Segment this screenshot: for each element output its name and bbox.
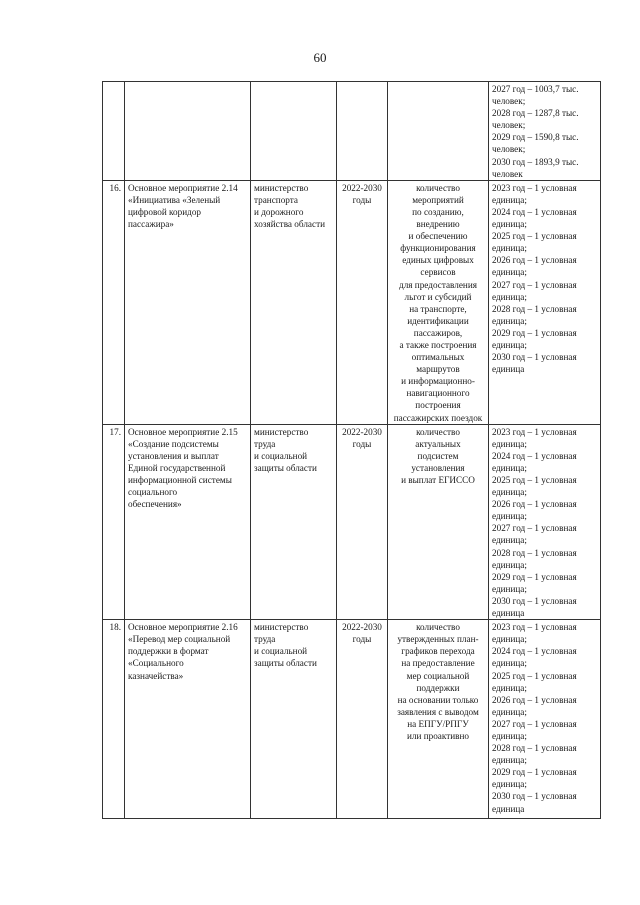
- indicator-values-line: 2026 год – 1 условная: [492, 255, 577, 266]
- measure-name-line: поддержки в формат: [128, 646, 209, 657]
- executor-line: хозяйства области: [254, 219, 326, 230]
- indicator-values-line: единица;: [492, 339, 527, 350]
- indicator-line: количество: [416, 182, 460, 193]
- indicator-values-line: 2029 год – 1 условная: [492, 571, 577, 582]
- measure-name-line: Основное мероприятие 2.16: [128, 622, 238, 633]
- executor-line: защиты области: [254, 658, 317, 669]
- table-row: [103, 180, 601, 424]
- measure-name-cell: [125, 620, 251, 819]
- indicator-line: актуальных: [415, 438, 461, 449]
- indicator-values-line: 2025 год – 1 условная: [492, 670, 577, 681]
- indicator-values-line: единица;: [492, 315, 527, 326]
- indicator-values-line: единица;: [492, 559, 527, 570]
- indicator-line: построения: [415, 400, 461, 411]
- implementation-period-line: годы: [352, 634, 372, 645]
- indicator-line: сервисов: [420, 267, 456, 278]
- indicator-values-cell: [489, 82, 601, 181]
- indicator-values-line: единица: [492, 803, 525, 814]
- indicator-values-cell: [489, 424, 601, 620]
- indicator-values-line: 2025 год – 1 условная: [492, 231, 577, 242]
- indicator-line: льгот и субсидий: [404, 291, 472, 302]
- executor-line: труда: [254, 438, 276, 449]
- indicator-line: количество: [416, 426, 460, 437]
- measure-name-line: Основное мероприятие 2.15: [128, 426, 238, 437]
- executor-line: министерство: [254, 182, 309, 193]
- indicator-values-line: 2028 год – 1287,8 тыс.: [492, 108, 579, 119]
- executor-line: труда: [254, 634, 276, 645]
- indicator-values-line: единица;: [492, 462, 527, 473]
- indicator-values-line: единица;: [492, 682, 527, 693]
- indicator-line: установления: [411, 462, 465, 473]
- indicator-line: по созданию,: [412, 206, 464, 217]
- executor-cell: [251, 424, 337, 620]
- indicator-cell: [388, 424, 489, 620]
- indicator-values-line: единица;: [492, 511, 527, 522]
- measure-name-line: цифровой коридор: [128, 206, 202, 217]
- indicator-values-line: 2025 год – 1 условная: [492, 475, 577, 485]
- indicator-values-line: 2027 год – 1 условная: [492, 718, 577, 729]
- implementation-period-line: годы: [352, 438, 372, 449]
- measure-name-line: «Создание подсистемы: [128, 438, 219, 449]
- indicator-line: мер социальной: [406, 670, 470, 681]
- indicator-line: и выплат ЕГИССО: [401, 475, 475, 485]
- indicator-line: для предоставления: [399, 279, 477, 290]
- measure-name-line: социального: [128, 487, 178, 498]
- executor-cell: [251, 82, 337, 181]
- indicator-line: количество: [416, 622, 460, 633]
- indicator-line: идентификации: [407, 315, 469, 326]
- measure-name-cell: [125, 180, 251, 424]
- executor-line: министерство: [254, 426, 309, 437]
- indicator-values-line: 2028 год – 1 условная: [492, 743, 577, 754]
- indicator-values-line: единица;: [492, 658, 527, 669]
- indicator-values-line: 2024 год – 1 условная: [492, 450, 577, 461]
- indicator-values-line: единица;: [492, 194, 527, 205]
- page-number: 60: [313, 50, 327, 65]
- executor-line: транспорта: [254, 194, 298, 205]
- row-number-cell: 17.: [103, 424, 125, 620]
- program-table-body: [103, 82, 601, 819]
- indicator-line: маршрутов: [416, 364, 460, 375]
- indicator-values-line: единица;: [492, 291, 527, 302]
- indicator-line: пассажиров,: [413, 327, 463, 338]
- measure-name-line: «Социального: [128, 658, 184, 669]
- indicator-cell: [388, 620, 489, 819]
- table-row: [103, 82, 601, 181]
- measure-name-line: Основное мероприятие 2.14: [128, 182, 238, 193]
- indicator-values-line: 2028 год – 1 условная: [492, 547, 577, 558]
- executor-cell: [251, 180, 337, 424]
- indicator-values-line: единица;: [492, 243, 527, 254]
- indicator-values-line: 2024 год – 1 условная: [492, 646, 577, 657]
- indicator-values-line: 2029 год – 1 условная: [492, 327, 577, 338]
- executor-line: защиты области: [254, 462, 317, 473]
- measure-name-line: казначейства»: [128, 670, 184, 681]
- measure-name-cell: [125, 424, 251, 620]
- implementation-period-line: годы: [352, 194, 372, 205]
- indicator-values-line: 2030 год – 1 условная: [492, 352, 577, 363]
- indicator-values-line: 2027 год – 1003,7 тыс.: [492, 84, 579, 94]
- table-row: [103, 620, 601, 819]
- indicator-cell: [388, 82, 489, 181]
- indicator-line: заявления с выводом: [397, 706, 479, 717]
- indicator-values-line: единица;: [492, 583, 527, 594]
- program-table: [102, 81, 601, 819]
- row-number-cell: [103, 82, 125, 181]
- indicator-values-line: 2029 год – 1590,8 тыс.: [492, 132, 579, 143]
- indicator-values-line: единица;: [492, 219, 527, 230]
- indicator-values-line: 2028 год – 1 условная: [492, 303, 577, 314]
- indicator-values-line: единица;: [492, 730, 527, 741]
- indicator-cell: [388, 180, 489, 424]
- row-number-cell: 16.: [103, 180, 125, 424]
- indicator-values-line: единица;: [492, 779, 527, 790]
- implementation-period-cell: [337, 424, 388, 620]
- indicator-values-line: человек;: [492, 120, 526, 131]
- indicator-values-line: 2030 год – 1 условная: [492, 791, 577, 802]
- indicator-line: или проактивно: [406, 730, 470, 741]
- executor-cell: [251, 620, 337, 819]
- indicator-values-line: 2030 год – 1893,9 тыс.: [492, 156, 579, 167]
- indicator-line: утвержденных план-: [397, 634, 479, 645]
- implementation-period-line: 2022-2030: [342, 426, 382, 437]
- indicator-values-line: единица;: [492, 706, 527, 717]
- indicator-values-cell: [489, 180, 601, 424]
- indicator-values-line: 2023 год – 1 условная: [492, 182, 577, 193]
- executor-line: министерство: [254, 622, 309, 633]
- executor-line: и социальной: [254, 646, 308, 657]
- indicator-line: подсистем: [417, 450, 459, 461]
- indicator-values-line: 2030 год – 1 условная: [492, 595, 577, 606]
- indicator-values-line: 2023 год – 1 условная: [492, 426, 577, 437]
- executor-line: и социальной: [254, 450, 308, 461]
- measure-name-line: информационной системы: [128, 475, 232, 485]
- indicator-values-line: 2026 год – 1 условная: [492, 499, 577, 510]
- indicator-values-line: человек;: [492, 144, 526, 155]
- measure-name-line: пассажира»: [128, 219, 174, 230]
- indicator-line: на транспорте,: [409, 303, 467, 314]
- indicator-line: поддержки: [416, 682, 460, 693]
- measure-name-cell: [125, 82, 251, 181]
- indicator-values-line: 2027 год – 1 условная: [492, 523, 577, 534]
- measure-name-line: Единой государственной: [128, 462, 226, 473]
- measure-name-line: обеспечения»: [128, 499, 182, 510]
- indicator-values-line: единица: [492, 608, 525, 619]
- indicator-line: на основании только: [397, 694, 479, 705]
- indicator-values-line: единица;: [492, 267, 527, 278]
- implementation-period-cell: [337, 82, 388, 181]
- indicator-values-line: 2029 год – 1 условная: [492, 767, 577, 778]
- indicator-line: внедрению: [416, 219, 460, 230]
- indicator-line: графиков перехода: [401, 646, 475, 657]
- indicator-values-line: 2026 год – 1 условная: [492, 694, 577, 705]
- indicator-values-line: 2023 год – 1 условная: [492, 622, 577, 633]
- indicator-line: пассажирских поездок: [393, 412, 483, 423]
- indicator-values-line: 2024 год – 1 условная: [492, 206, 577, 217]
- indicator-line: на предоставление: [401, 658, 475, 669]
- measure-name-line: «Инициатива «Зеленый: [128, 194, 221, 205]
- measure-name-line: «Перевод мер социальной: [128, 634, 231, 645]
- indicator-values-line: 2027 год – 1 условная: [492, 279, 577, 290]
- executor-line: и дорожного: [254, 206, 304, 217]
- implementation-period-line: 2022-2030: [342, 182, 382, 193]
- implementation-period-cell: [337, 180, 388, 424]
- row-number-cell: 18.: [103, 620, 125, 819]
- indicator-line: на ЕПГУ/РПГУ: [407, 718, 469, 729]
- measure-name-line: установления и выплат: [128, 450, 219, 461]
- implementation-period-line: 2022-2030: [342, 622, 382, 633]
- indicator-values-line: единица;: [492, 755, 527, 766]
- indicator-line: мероприятий: [412, 194, 464, 205]
- indicator-line: единых цифровых: [402, 255, 474, 266]
- indicator-values-line: единица;: [492, 438, 527, 449]
- indicator-values-line: человек;: [492, 96, 526, 107]
- indicator-values-cell: [489, 620, 601, 819]
- indicator-line: навигационного: [406, 388, 470, 399]
- implementation-period-cell: [337, 620, 388, 819]
- indicator-values-line: единица;: [492, 634, 527, 645]
- indicator-values-line: единица;: [492, 487, 527, 498]
- indicator-line: а также построения: [399, 339, 477, 350]
- indicator-values-line: единица;: [492, 535, 527, 546]
- indicator-line: функционирования: [400, 243, 476, 254]
- indicator-line: и информационно-: [401, 376, 475, 387]
- indicator-values-line: единица: [492, 364, 525, 375]
- indicator-line: и обеспечению: [408, 231, 468, 242]
- table-row: [103, 424, 601, 620]
- indicator-line: оптимальных: [411, 352, 465, 363]
- indicator-values-line: человек: [492, 168, 523, 179]
